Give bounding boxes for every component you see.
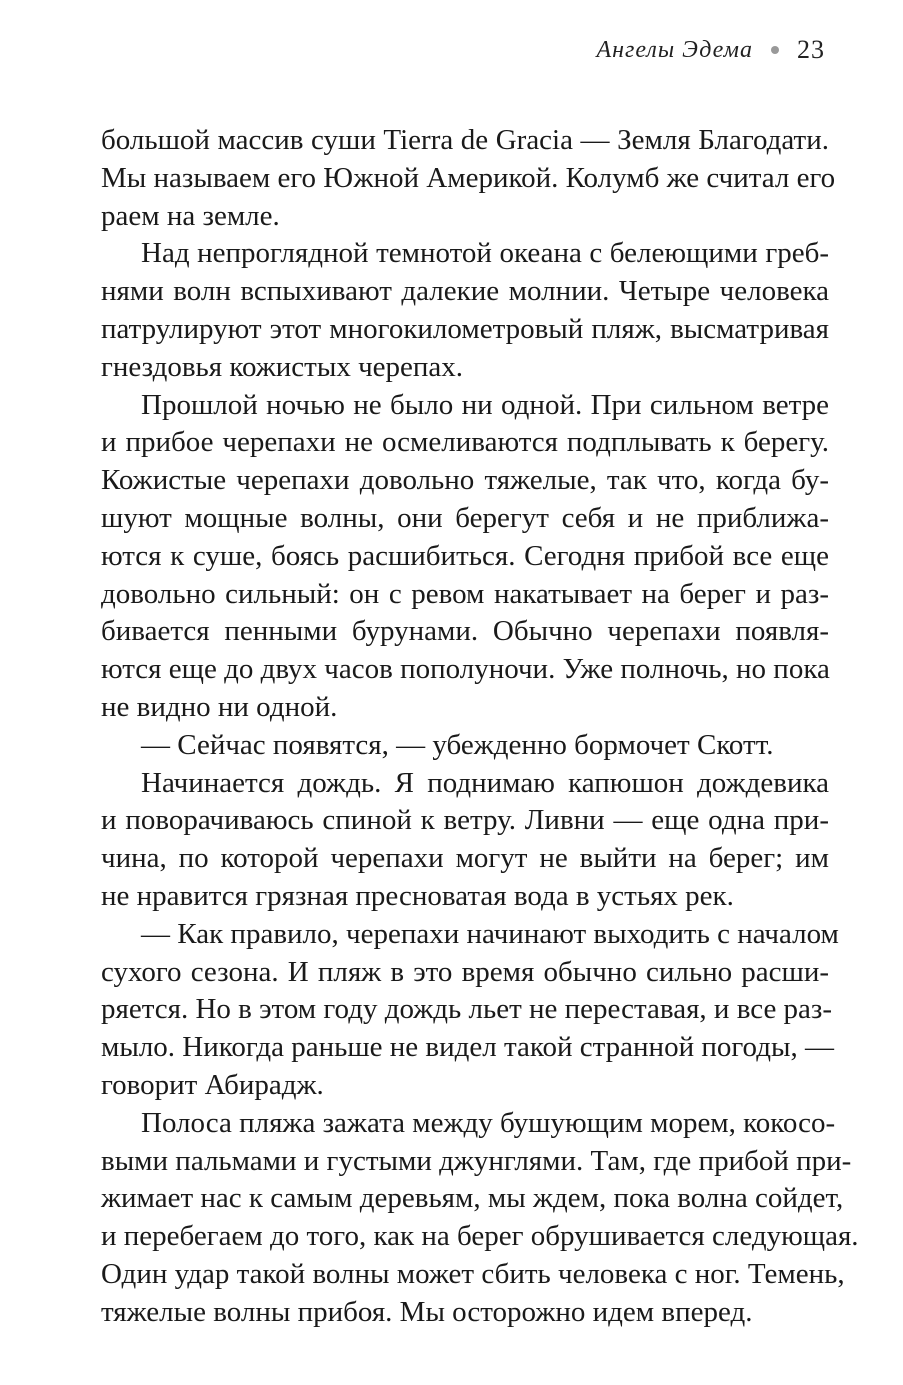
body-text bbox=[101, 122, 859, 1332]
text-line: чина, по которой черепахи могут не выйти на берег; им bbox=[101, 842, 829, 875]
text-line: Полоса пляжа зажата между бушующим морем, кокосо- bbox=[141, 1106, 836, 1139]
running-title: Ангелы Эдема bbox=[596, 37, 753, 63]
text-line: — Сейчас появятся, — убежденно бормочет Скотт. bbox=[141, 728, 774, 761]
text-line: выми пальмами и густыми джунглями. Там, где прибой при- bbox=[101, 1144, 852, 1177]
text-line: Прошлой ночью не было ни одной. При сильном ветре bbox=[141, 388, 829, 421]
text-line: и поворачиваюсь спиной к ветру. Ливни — еще одна при- bbox=[101, 804, 829, 837]
text-line: и прибое черепахи не осмеливаются подплывать к берегу. bbox=[101, 426, 829, 459]
text-line: ются еще до двух часов пополуночи. Уже полночь, но пока bbox=[101, 653, 830, 686]
text-line: сухого сезона. И пляж в это время обычно сильно расши- bbox=[101, 955, 829, 988]
text-line: жимает нас к самым деревьям, мы ждем, пока волна сойдет, bbox=[101, 1182, 844, 1215]
text-line: раем на земле. bbox=[101, 199, 280, 232]
text-line: бивается пенными бурунами. Обычно черепахи появля- bbox=[101, 615, 829, 648]
page-number: 23 bbox=[797, 35, 825, 64]
text-line: шуют мощные волны, они берегут себя и не приближа- bbox=[101, 501, 829, 534]
text-line: Кожистые черепахи довольно тяжелые, так что, когда бу- bbox=[101, 464, 829, 497]
text-line: гнездовья кожистых черепах. bbox=[101, 350, 464, 383]
text-line: и перебегаем до того, как на берег обрушивается следующая. bbox=[101, 1220, 859, 1253]
text-line: мыло. Никогда раньше не видел такой странной погоды, — bbox=[101, 1031, 834, 1064]
running-head bbox=[596, 34, 825, 66]
text-line: ряется. Но в этом году дождь льет не переставая, и все раз- bbox=[101, 993, 833, 1026]
text-line: Мы называем его Южной Америкой. Колумб же считал его bbox=[101, 161, 836, 194]
text-line: не нравится грязная пресноватая вода в устьях рек. bbox=[101, 879, 734, 912]
text-line: Начинается дождь. Я поднимаю капюшон дождевика bbox=[141, 766, 829, 799]
text-line: не видно ни одной. bbox=[101, 690, 338, 723]
separator-dot bbox=[771, 46, 779, 54]
text-line: Один удар такой волны может сбить человека с ног. Темень, bbox=[101, 1257, 845, 1290]
text-line: тяжелые волны прибоя. Мы осторожно идем вперед. bbox=[101, 1295, 753, 1328]
text-line: говорит Абирадж. bbox=[101, 1068, 324, 1101]
text-line: нями волн вспыхивают далекие молнии. Четыре человека bbox=[101, 275, 829, 308]
text-line: — Как правило, черепахи начинают выходить с началом bbox=[141, 917, 839, 950]
text-line: патрулируют этот многокилометровый пляж, высматривая bbox=[101, 312, 829, 345]
text-line: довольно сильный: он с ревом накатывает на берег и раз- bbox=[101, 577, 829, 610]
text-line: Над непроглядной темнотой океана с белеющими греб- bbox=[141, 237, 829, 270]
text-line: большой массив суши Tierra de Gracia — Земля Благодати. bbox=[101, 124, 829, 156]
text-line: ются к суше, боясь расшибиться. Сегодня прибой все еще bbox=[101, 539, 829, 572]
